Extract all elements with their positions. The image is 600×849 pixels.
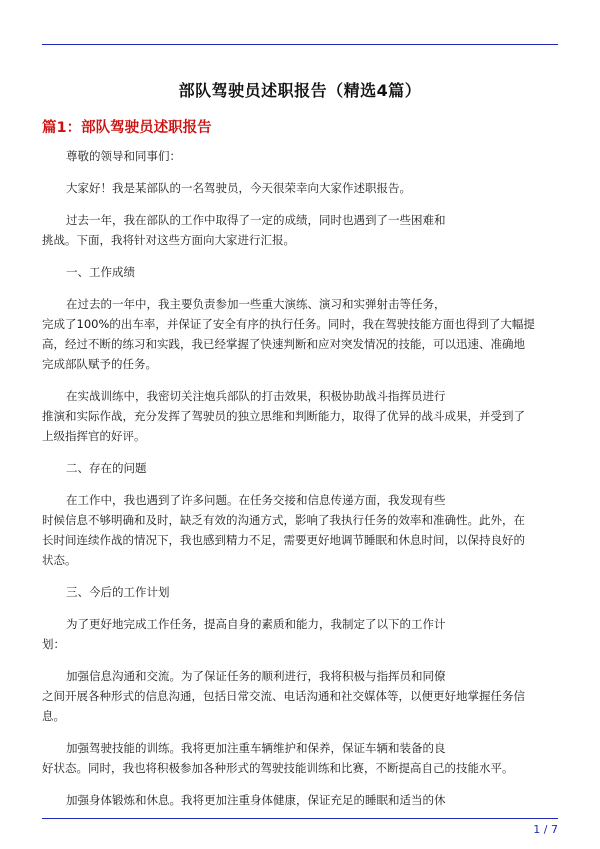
document-title: 部队驾驶员述职报告（精选4篇）	[178, 81, 422, 100]
header-rule	[42, 44, 558, 45]
paragraph	[42, 262, 558, 282]
paragraph-line: 二、存在的问题	[66, 461, 147, 475]
paragraph-line: 挑战。下面，我将针对这些方面向大家进行汇报。	[42, 233, 295, 247]
paragraph	[42, 210, 558, 250]
paragraph-line: 加强身体锻炼和休息。我将更加注重身体健康，保证充足的睡眠和适当的休	[66, 793, 446, 807]
paragraph-line: 加强驾驶技能的训练。我将更加注重车辆维护和保养，保证车辆和装备的良	[66, 741, 446, 755]
paragraph	[42, 666, 558, 726]
section-heading: 篇1：部队驾驶员述职报告	[42, 120, 212, 136]
paragraph	[42, 294, 558, 374]
paragraph-line: 一、工作成绩	[66, 265, 135, 279]
paragraph	[42, 458, 558, 478]
paragraph-line: 完成部队赋予的任务。	[42, 357, 157, 371]
paragraph-line: 完成了100%的出车率，并保证了安全有序的执行任务。同时，我在驾驶技能方面也得到了大幅提	[42, 317, 535, 331]
paragraph-line: 高，经过不断的练习和实践，我已经掌握了快速判断和应对突发情况的技能，可以迅速、准确地	[42, 337, 525, 351]
paragraph-line: 尊敬的领导和同事们：	[66, 149, 181, 163]
paragraph-line: 上级指挥官的好评。	[42, 429, 146, 443]
document-body	[42, 146, 558, 822]
paragraph-line: 划：	[42, 637, 65, 651]
paragraph-line: 为了更好地完成工作任务，提高自身的素质和能力，我制定了以下的工作计	[66, 617, 446, 631]
paragraph	[42, 790, 558, 810]
paragraph-line: 息。	[42, 709, 65, 723]
footer-rule	[42, 818, 558, 819]
paragraph-line: 过去一年，我在部队的工作中取得了一定的成绩，同时也遇到了一些困难和	[66, 213, 446, 227]
paragraph	[42, 178, 558, 198]
paragraph	[42, 146, 558, 166]
paragraph	[42, 386, 558, 446]
paragraph	[42, 490, 558, 570]
paragraph-line: 在过去的一年中，我主要负责参加一些重大演练、演习和实弹射击等任务，	[66, 297, 446, 311]
paragraph-line: 大家好！我是某部队的一名驾驶员，今天很荣幸向大家作述职报告。	[66, 181, 411, 195]
paragraph	[42, 614, 558, 654]
paragraph-line: 时候信息不够明确和及时，缺乏有效的沟通方式，影响了我执行任务的效率和准确性。此外，在	[42, 513, 525, 527]
paragraph-line: 在工作中，我也遇到了许多问题。在任务交接和信息传递方面，我发现有些	[66, 493, 446, 507]
paragraph-line: 三、今后的工作计划	[66, 585, 170, 599]
paragraph-line: 长时间连续作战的情况下，我也感到精力不足，需要更好地调节睡眠和休息时间，以保持良好的	[42, 533, 525, 547]
paragraph-line: 加强信息沟通和交流。为了保证任务的顺利进行，我将积极与指挥员和同僚	[66, 669, 446, 683]
page-indicator: 1 / 7	[533, 823, 558, 836]
paragraph	[42, 582, 558, 602]
paragraph-line: 之间开展各种形式的信息沟通，包括日常交流、电话沟通和社交媒体等，以便更好地掌握任务信	[42, 689, 525, 703]
paragraph	[42, 738, 558, 778]
paragraph-line: 推演和实际作战，充分发挥了驾驶员的独立思维和判断能力，取得了优异的战斗成果，并受到了	[42, 409, 525, 423]
paragraph-line: 好状态。同时，我也将积极参加各种形式的驾驶技能训练和比赛，不断提高自己的技能水平。	[42, 761, 514, 775]
paragraph-line: 在实战训练中，我密切关注炮兵部队的打击效果，积极协助战斗指挥员进行	[66, 389, 446, 403]
paragraph-line: 状态。	[42, 553, 77, 567]
